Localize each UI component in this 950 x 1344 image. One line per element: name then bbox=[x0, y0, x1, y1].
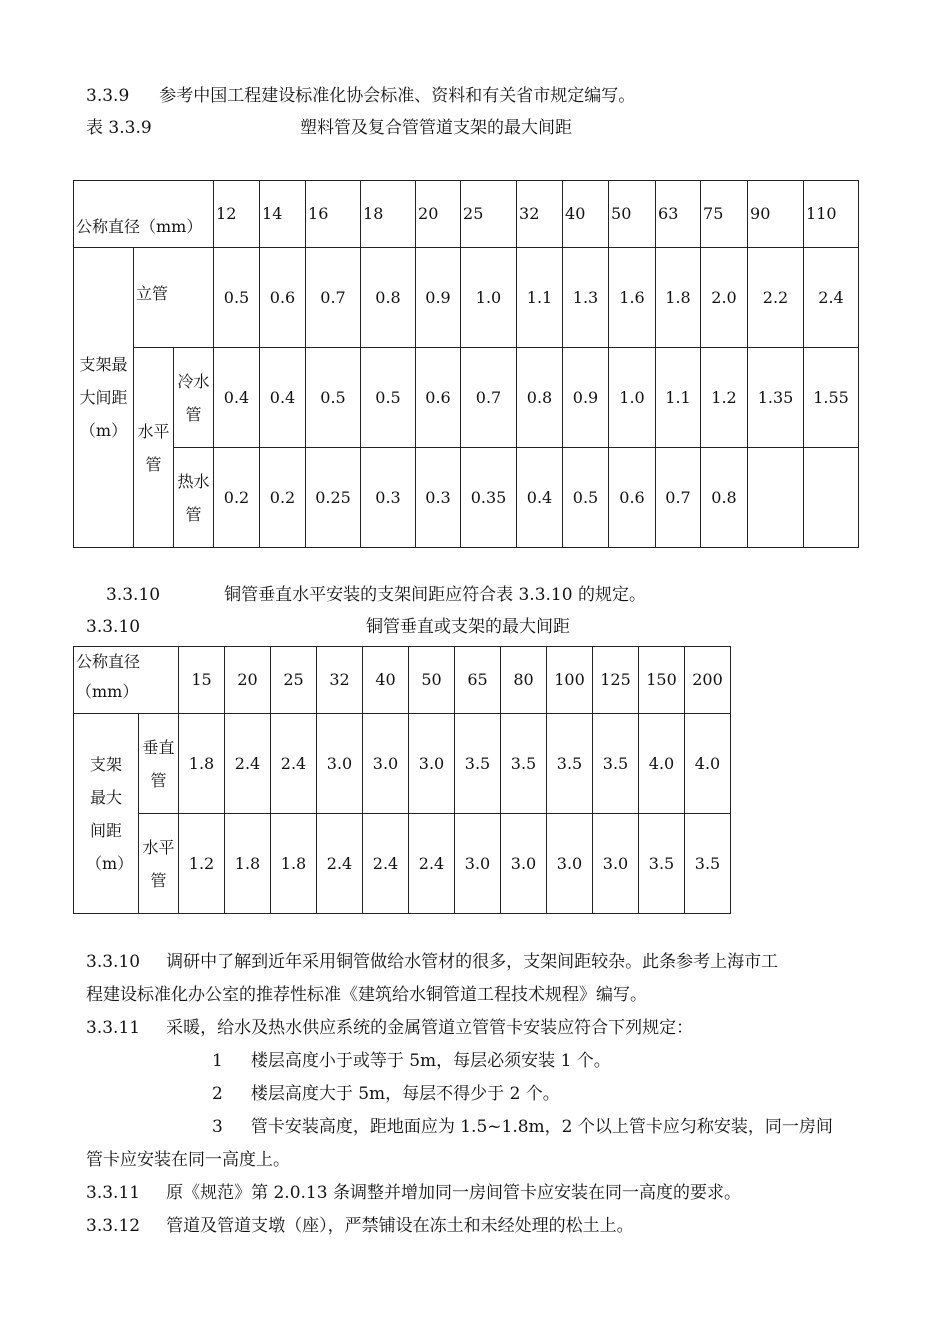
clause-number: 3.3.11 bbox=[86, 1183, 141, 1203]
value-cell: 1.2 bbox=[179, 814, 225, 914]
diameter-cell: 20 bbox=[225, 647, 271, 714]
clause-number: 3.3.11 bbox=[86, 1018, 141, 1038]
list-item bbox=[212, 1082, 560, 1106]
table-title: 铜管垂直或支架的最大间距 bbox=[366, 617, 570, 637]
diameter-cell: 200 bbox=[685, 647, 731, 714]
value-cell: 1.8 bbox=[225, 814, 271, 914]
value-cell: 1.8 bbox=[271, 814, 317, 914]
value-cell bbox=[804, 448, 859, 548]
diameter-cell: 25 bbox=[461, 181, 517, 248]
diameter-cell: 65 bbox=[455, 647, 501, 714]
value-cell: 0.6 bbox=[609, 448, 656, 548]
value-cell: 0.2 bbox=[260, 448, 306, 548]
list-item-cont bbox=[86, 1148, 290, 1172]
clause-number: 3.3.9 bbox=[86, 86, 130, 106]
clause-text: 调研中了解到近年采用铜管做给水管材的很多，支架间距较杂。此条参考上海市工 bbox=[166, 952, 779, 972]
value-cell: 2.4 bbox=[317, 814, 363, 914]
diameter-cell: 18 bbox=[361, 181, 416, 248]
note-3-3-10 bbox=[86, 950, 778, 974]
diameter-cell: 40 bbox=[563, 181, 609, 248]
table-title-3-3-9 bbox=[300, 116, 572, 140]
value-cell: 3.0 bbox=[547, 814, 593, 914]
diameter-cell: 40 bbox=[363, 647, 409, 714]
value-cell: 0.4 bbox=[260, 348, 306, 448]
value-cell: 2.4 bbox=[271, 714, 317, 814]
value-cell: 1.35 bbox=[748, 348, 804, 448]
clause-3-3-11 bbox=[86, 1016, 693, 1040]
value-cell: 3.0 bbox=[409, 714, 455, 814]
value-cell: 0.35 bbox=[461, 448, 517, 548]
item-number: 3 bbox=[212, 1117, 223, 1137]
diameter-cell: 14 bbox=[260, 181, 306, 248]
value-cell: 3.5 bbox=[547, 714, 593, 814]
table-row bbox=[74, 448, 859, 548]
clause-text: 原《规范》第 2.0.13 条调整并增加同一房间管卡应安装在同一高度的要求。 bbox=[166, 1183, 741, 1203]
item-number: 2 bbox=[212, 1084, 223, 1104]
value-cell: 2.4 bbox=[409, 814, 455, 914]
value-cell: 3.0 bbox=[501, 814, 547, 914]
diameter-cell: 63 bbox=[656, 181, 701, 248]
value-cell: 0.4 bbox=[214, 348, 260, 448]
value-cell: 3.0 bbox=[363, 714, 409, 814]
value-cell: 0.5 bbox=[306, 348, 361, 448]
table-row bbox=[74, 647, 731, 714]
table-row bbox=[74, 348, 859, 448]
table-row bbox=[74, 814, 731, 914]
value-cell: 1.0 bbox=[461, 248, 517, 348]
value-cell: 3.0 bbox=[593, 814, 639, 914]
item-text: 管卡应安装在同一高度上。 bbox=[86, 1150, 290, 1170]
note-3-3-10-cont bbox=[86, 983, 647, 1007]
diameter-cell: 80 bbox=[501, 647, 547, 714]
diameter-cell: 90 bbox=[748, 181, 804, 248]
item-number: 1 bbox=[212, 1051, 223, 1071]
clause-number: 3.3.10 bbox=[106, 585, 161, 605]
value-cell: 1.1 bbox=[656, 348, 701, 448]
diameter-cell: 16 bbox=[306, 181, 361, 248]
diameter-cell: 75 bbox=[701, 181, 748, 248]
value-cell: 0.6 bbox=[260, 248, 306, 348]
table-title: 塑料管及复合管管道支架的最大间距 bbox=[300, 118, 572, 138]
plastic-pipe-support-table bbox=[73, 180, 859, 548]
vertical-pipe-label: 立管 bbox=[134, 248, 214, 348]
value-cell: 1.1 bbox=[517, 248, 563, 348]
value-cell bbox=[748, 448, 804, 548]
table-caption-3-3-10 bbox=[86, 615, 140, 639]
value-cell: 0.5 bbox=[361, 348, 416, 448]
value-cell: 2.4 bbox=[804, 248, 859, 348]
value-cell: 0.7 bbox=[306, 248, 361, 348]
table-label: 3.3.10 bbox=[86, 617, 141, 637]
clause-3-3-10 bbox=[106, 583, 646, 607]
value-cell: 0.9 bbox=[416, 248, 461, 348]
diameter-cell: 20 bbox=[416, 181, 461, 248]
value-cell: 3.5 bbox=[639, 814, 685, 914]
value-cell: 2.4 bbox=[363, 814, 409, 914]
horizontal-pipe-label: 水平管 bbox=[134, 348, 174, 548]
diameter-cell: 12 bbox=[214, 181, 260, 248]
item-text: 管卡安装高度，距地面应为 1.5~1.8m，2 个以上管卡应匀称安装，同一房间 bbox=[250, 1117, 833, 1137]
clause-text: 铜管垂直水平安装的支架间距应符合表 3.3.10 的规定。 bbox=[224, 585, 646, 605]
diameter-cell: 32 bbox=[317, 647, 363, 714]
cold-water-label: 冷水管 bbox=[174, 348, 214, 448]
value-cell: 4.0 bbox=[639, 714, 685, 814]
clause-text: 采暖，给水及热水供应系统的金属管道立管管卡安装应符合下列规定： bbox=[166, 1018, 694, 1038]
value-cell: 0.6 bbox=[416, 348, 461, 448]
value-cell: 3.0 bbox=[317, 714, 363, 814]
clause-text: 参考中国工程建设标准化协会标准、资料和有关省市规定编写。 bbox=[159, 86, 636, 106]
clause-number: 3.3.12 bbox=[86, 1216, 141, 1236]
clause-text: 程建设标准化办公室的推荐性标准《建筑给水铜管道工程技术规程》编写。 bbox=[86, 985, 647, 1005]
value-cell: 1.2 bbox=[701, 348, 748, 448]
copper-pipe-support-table bbox=[73, 646, 731, 914]
diameter-cell: 15 bbox=[179, 647, 225, 714]
value-cell: 0.4 bbox=[517, 448, 563, 548]
value-cell: 0.9 bbox=[563, 348, 609, 448]
diameter-cell: 50 bbox=[609, 181, 656, 248]
value-cell: 0.7 bbox=[461, 348, 517, 448]
value-cell: 0.7 bbox=[656, 448, 701, 548]
item-text: 楼层高度小于或等于 5m，每层必须安装 1 个。 bbox=[250, 1051, 611, 1071]
value-cell: 0.8 bbox=[361, 248, 416, 348]
diameter-header: 公称直径（mm） bbox=[74, 647, 179, 714]
value-cell: 0.5 bbox=[214, 248, 260, 348]
value-cell: 1.55 bbox=[804, 348, 859, 448]
value-cell: 3.5 bbox=[455, 714, 501, 814]
diameter-cell: 32 bbox=[517, 181, 563, 248]
horizontal-pipe-label: 水平管 bbox=[139, 814, 179, 914]
clause-number: 3.3.10 bbox=[86, 952, 141, 972]
value-cell: 2.4 bbox=[225, 714, 271, 814]
table-row bbox=[74, 248, 859, 348]
value-cell: 1.0 bbox=[609, 348, 656, 448]
value-cell: 4.0 bbox=[685, 714, 731, 814]
diameter-cell: 25 bbox=[271, 647, 317, 714]
table-title-3-3-10 bbox=[366, 615, 570, 639]
diameter-cell: 100 bbox=[547, 647, 593, 714]
item-text: 楼层高度大于 5m，每层不得少于 2 个。 bbox=[250, 1084, 560, 1104]
note-3-3-11 bbox=[86, 1181, 741, 1205]
value-cell: 2.2 bbox=[748, 248, 804, 348]
table-row bbox=[74, 714, 731, 814]
hot-water-label: 热水管 bbox=[174, 448, 214, 548]
value-cell: 1.3 bbox=[563, 248, 609, 348]
diameter-header: 公称直径（mm） bbox=[74, 181, 214, 248]
clause-3-3-12 bbox=[86, 1214, 634, 1238]
table-label: 表 3.3.9 bbox=[86, 118, 152, 138]
value-cell: 0.25 bbox=[306, 448, 361, 548]
value-cell: 2.0 bbox=[701, 248, 748, 348]
diameter-cell: 50 bbox=[409, 647, 455, 714]
value-cell: 3.5 bbox=[593, 714, 639, 814]
list-item bbox=[212, 1115, 833, 1139]
support-spacing-label: 支架最大间距（m） bbox=[74, 714, 139, 914]
value-cell: 0.3 bbox=[361, 448, 416, 548]
value-cell: 1.8 bbox=[656, 248, 701, 348]
clause-3-3-9 bbox=[86, 84, 635, 108]
value-cell: 0.3 bbox=[416, 448, 461, 548]
table-caption-3-3-9 bbox=[86, 116, 152, 140]
list-item bbox=[212, 1049, 611, 1073]
value-cell: 0.2 bbox=[214, 448, 260, 548]
clause-text: 管道及管道支墩（座），严禁铺设在冻土和未经处理的松土上。 bbox=[166, 1216, 634, 1236]
value-cell: 0.8 bbox=[517, 348, 563, 448]
support-spacing-label: 支架最大间距（m） bbox=[74, 248, 134, 548]
value-cell: 3.0 bbox=[455, 814, 501, 914]
value-cell: 1.6 bbox=[609, 248, 656, 348]
table-row bbox=[74, 181, 859, 248]
diameter-cell: 150 bbox=[639, 647, 685, 714]
value-cell: 1.8 bbox=[179, 714, 225, 814]
diameter-cell: 125 bbox=[593, 647, 639, 714]
value-cell: 3.5 bbox=[501, 714, 547, 814]
value-cell: 3.5 bbox=[685, 814, 731, 914]
diameter-cell: 110 bbox=[804, 181, 859, 248]
vertical-pipe-label: 垂直管 bbox=[139, 714, 179, 814]
value-cell: 0.5 bbox=[563, 448, 609, 548]
value-cell: 0.8 bbox=[701, 448, 748, 548]
